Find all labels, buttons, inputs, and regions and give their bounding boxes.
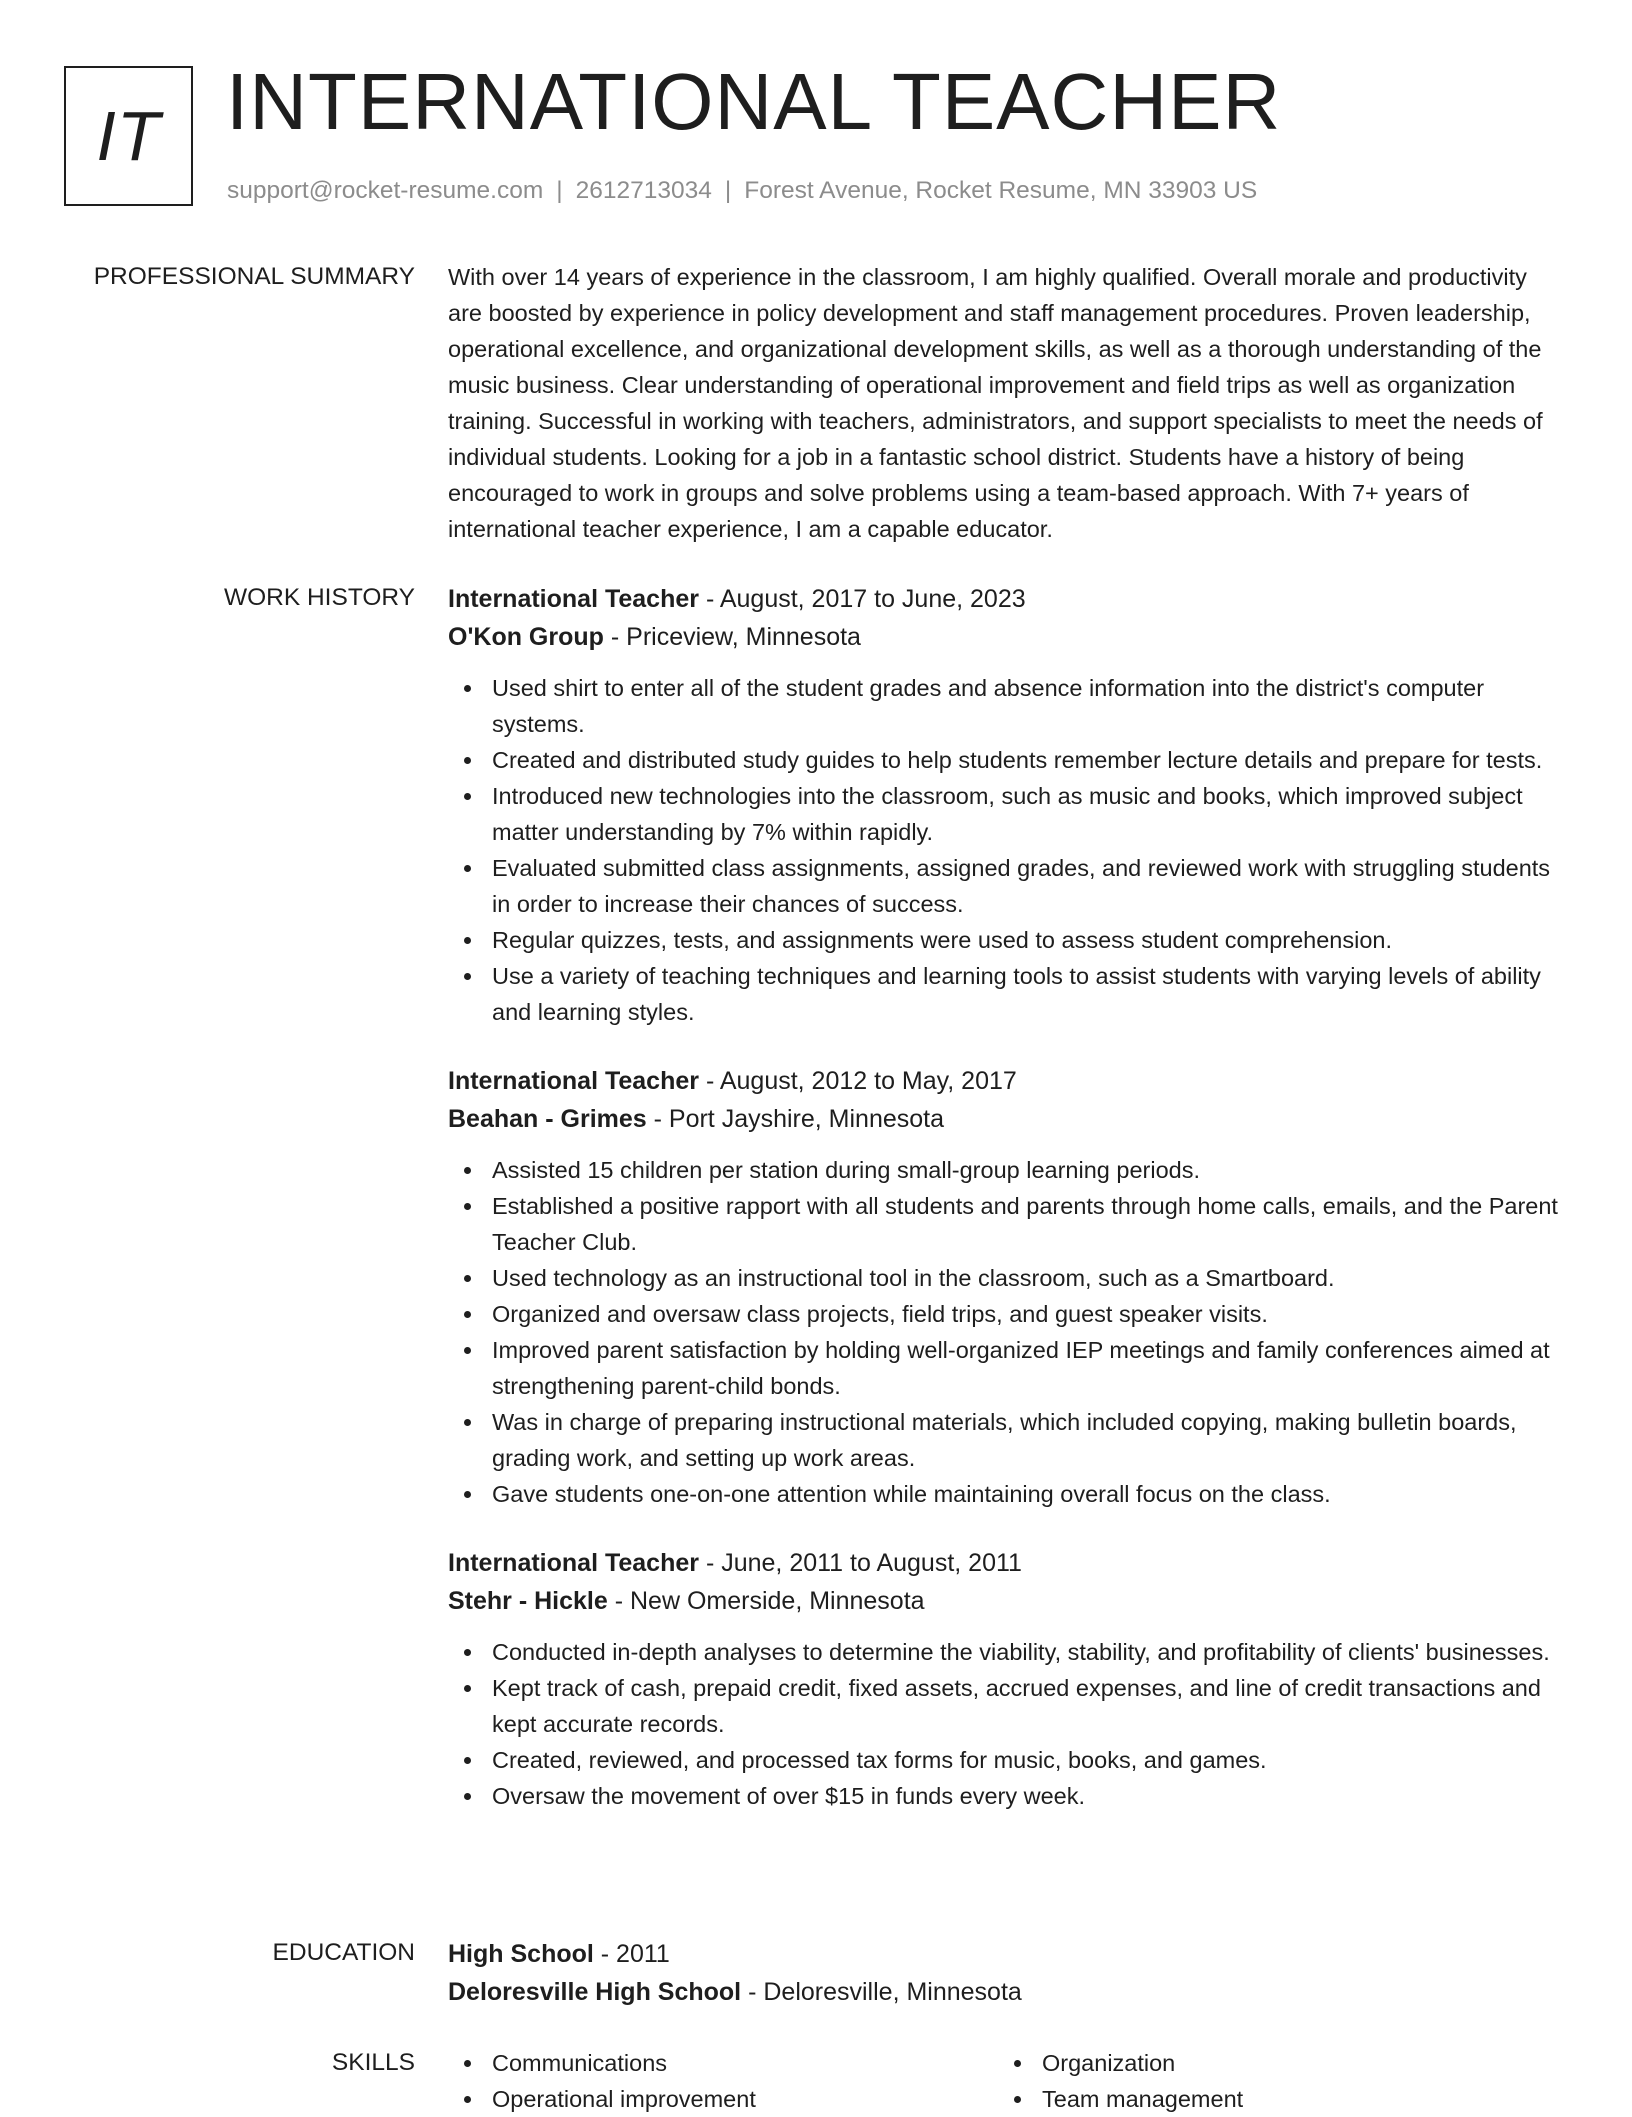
job-bullet: Improved parent satisfaction by holding well-organized IEP meetings and family conferences aimed at strengthening parent-child bonds. [448,1332,1560,1404]
skill-item: Team management [998,2081,1548,2117]
job-location: - New Omerside, Minnesota [607,1587,925,1615]
job-location: - Priceview, Minnesota [603,623,861,651]
education-location: - Deloresville, Minnesota [741,1978,1022,2006]
job-bullet: Created, reviewed, and processed tax forms for music, books, and games. [448,1742,1560,1778]
contact-separator: | [556,177,563,204]
education-degree-line [448,1935,1560,1973]
job-entry [448,1062,1560,1512]
job-title: International Teacher [448,585,699,613]
job-bullet: Organized and oversaw class projects, field trips, and guest speaker visits. [448,1296,1560,1332]
job-title-line [448,1062,1560,1100]
skill-item: Operational improvement [448,2081,998,2117]
section-label-summary: PROFESSIONAL SUMMARY [93,263,415,290]
monogram-text: IT [96,97,161,175]
job-bullet: Created and distributed study guides to help students remember lecture details and prepare for tests. [448,742,1560,778]
job-entry [448,1544,1560,1814]
job-title-line [448,580,1560,618]
summary-body [448,259,1560,547]
job-dates: - August, 2017 to June, 2023 [699,585,1026,613]
skills-list [448,2045,1560,2117]
job-company: Stehr - Hickle [448,1587,608,1615]
education-body [448,1935,1560,2011]
job-dates: - August, 2012 to May, 2017 [699,1067,1017,1095]
job-location: - Port Jayshire, Minnesota [646,1105,945,1133]
job-bullet-list [448,1152,1560,1512]
contact-address: Forest Avenue, Rocket Resume, MN 33903 US [744,177,1258,204]
section-label-work-history: WORK HISTORY [223,584,415,611]
skills-body [448,2045,1560,2117]
education-school: Deloresville High School [448,1978,742,2006]
contact-line [227,174,1257,208]
education-degree: High School [448,1940,594,1968]
job-bullet: Evaluated submitted class assignments, assigned grades, and reviewed work with struggling students in order to increase their chances of success. [448,850,1560,922]
job-bullet: Use a variety of teaching techniques and learning tools to assist students with varying levels of ability and learning styles. [448,958,1560,1030]
job-bullet: Introduced new technologies into the classroom, such as music and books, which improved subject matter understanding by 7% within rapidly. [448,778,1560,850]
job-entry [448,580,1560,1030]
job-bullet: Assisted 15 children per station during small-group learning periods. [448,1152,1560,1188]
skill-item: Organization [998,2045,1548,2081]
work-history-body [448,580,1560,1814]
section-label-skills: SKILLS [331,2049,415,2076]
candidate-name: INTERNATIONAL TEACHER [226,57,1282,146]
job-company-line [448,618,1560,656]
job-bullet: Conducted in-depth analyses to determine the viability, stability, and profitability of clients' businesses. [448,1634,1560,1670]
job-bullet: Gave students one-on-one attention while maintaining overall focus on the class. [448,1476,1560,1512]
job-bullet: Used shirt to enter all of the student grades and absence information into the district's computer systems. [448,670,1560,742]
contact-phone[interactable]: 2612713034 [575,177,712,204]
job-dates: - June, 2011 to August, 2011 [699,1549,1022,1577]
job-company-line [448,1100,1560,1138]
job-bullet-list [448,670,1560,1030]
job-bullet: Oversaw the movement of over $15 in funds every week. [448,1778,1560,1814]
job-bullet: Kept track of cash, prepaid credit, fixed assets, accrued expenses, and line of credit transactions and kept accurate records. [448,1670,1560,1742]
skill-item: Communications [448,2045,998,2081]
job-company: Beahan - Grimes [448,1105,647,1133]
job-bullet: Established a positive rapport with all students and parents through home calls, emails, and the Parent Teacher Club. [448,1188,1560,1260]
education-year: - 2011 [593,1940,670,1968]
job-bullet: Was in charge of preparing instructional materials, which included copying, making bulletin boards, grading work, and setting up work areas. [448,1404,1560,1476]
job-company-line [448,1582,1560,1620]
job-bullet-list [448,1634,1560,1814]
job-title: International Teacher [448,1549,699,1577]
section-label-education: EDUCATION [272,1939,415,1966]
job-bullet: Regular quizzes, tests, and assignments were used to assess student comprehension. [448,922,1560,958]
job-title: International Teacher [448,1067,699,1095]
education-school-line [448,1973,1560,2011]
contact-separator: | [724,177,732,204]
job-bullet: Used technology as an instructional tool in the classroom, such as a Smartboard. [448,1260,1560,1296]
job-title-line [448,1544,1560,1582]
job-company: O'Kon Group [448,623,604,651]
summary-text: With over 14 years of experience in the classroom, I am highly qualified. Overall morale and productivity are boosted by experience in policy development and staff management procedures. Proven leadership, operational excellence, and organizational development skills, as well as a thorough understanding of the music business. Clear understanding of operational improvement and field trips as well as organization training. Successful in working with teachers, administrators, and support specialists to meet the needs of individual students. Looking for a job in a fantastic school district. Students have a history of being encouraged to work in groups and solve problems using a team-based approach. With 7+ years of international teacher experience, I am a capable educator. [448,264,1543,542]
monogram-logo [64,66,193,206]
contact-email[interactable]: support@rocket-resume.com [227,177,544,204]
